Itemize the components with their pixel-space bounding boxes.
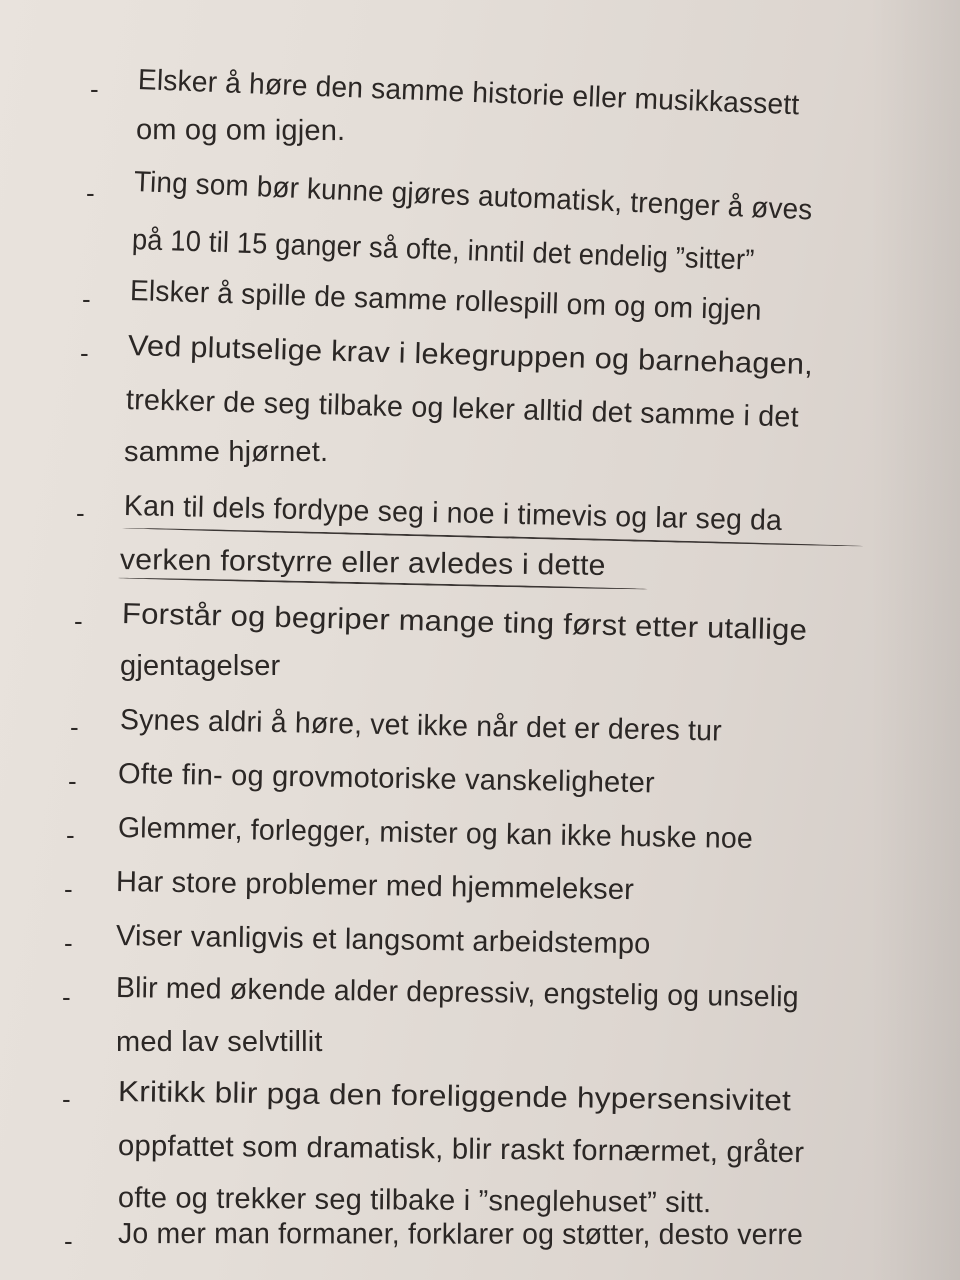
item-line: Viser vanligvis et langsomt arbeidstempo bbox=[115, 920, 651, 961]
page-edge-shadow bbox=[870, 0, 960, 1280]
bullet-dash: - bbox=[62, 1084, 71, 1114]
item-line: Jo mer man formaner, forklarer og støtter, desto verre bbox=[117, 1218, 804, 1252]
bullet-dash: - bbox=[80, 338, 89, 368]
item-line: trekker de seg tilbake og leker alltid det samme i det bbox=[125, 384, 800, 434]
item-line: Ting som bør kunne gjøres automatisk, trenger å øves bbox=[133, 166, 814, 227]
item-line: Ofte fin- og grovmotoriske vanskeligheter bbox=[117, 758, 656, 800]
bullet-dash: - bbox=[86, 178, 95, 208]
item-line: Synes aldri å høre, vet ikke når det er deres tur bbox=[119, 704, 723, 748]
item-line: Elsker å høre den samme historie eller musikkassett bbox=[137, 64, 800, 122]
bullet-dash: - bbox=[82, 284, 91, 314]
bullet-dash: - bbox=[66, 820, 75, 850]
item-line: Ved plutselige krav i lekegruppen og barnehagen, bbox=[127, 330, 814, 382]
item-line: Har store problemer med hjemmelekser bbox=[115, 866, 635, 907]
bullet-dash: - bbox=[64, 874, 73, 904]
bullet-dash: - bbox=[70, 712, 79, 742]
item-line: Elsker å spille de samme rollespill om og om igjen bbox=[129, 275, 763, 327]
item-line: Kritikk blir pga den foreliggende hypersensivitet bbox=[117, 1076, 792, 1118]
item-line: gjentagelser bbox=[120, 650, 281, 682]
item-line: Forstår og begriper mange ting først etter utallige bbox=[121, 598, 808, 647]
item-line: om og om igjen. bbox=[135, 114, 346, 148]
bullet-dash: - bbox=[62, 982, 71, 1012]
item-line: Blir med økende alder depressiv, engstelig og unselig bbox=[115, 972, 800, 1014]
item-line: ofte og trekker seg tilbake i ”sneglehuset” sitt. bbox=[117, 1182, 712, 1220]
bullet-dash: - bbox=[68, 766, 77, 796]
bullet-dash: - bbox=[90, 74, 99, 104]
item-line: oppfattet som dramatisk, blir raskt fornærmet, gråter bbox=[117, 1130, 805, 1170]
item-line: verken forstyrre eller avledes i dette bbox=[119, 544, 606, 582]
item-line: Glemmer, forlegger, mister og kan ikke huske noe bbox=[117, 812, 754, 856]
item-line: på 10 til 15 ganger så ofte, inntil det endelig ”sitter” bbox=[131, 224, 755, 277]
bullet-dash: - bbox=[74, 606, 83, 636]
bullet-dash: - bbox=[64, 1226, 73, 1256]
bullet-dash: - bbox=[76, 498, 85, 528]
item-line: samme hjørnet. bbox=[124, 436, 329, 468]
item-line: med lav selvtillit bbox=[116, 1026, 323, 1058]
item-line: Kan til dels fordype seg i noe i timevis og lar seg da bbox=[123, 490, 783, 537]
bullet-dash: - bbox=[64, 928, 73, 958]
